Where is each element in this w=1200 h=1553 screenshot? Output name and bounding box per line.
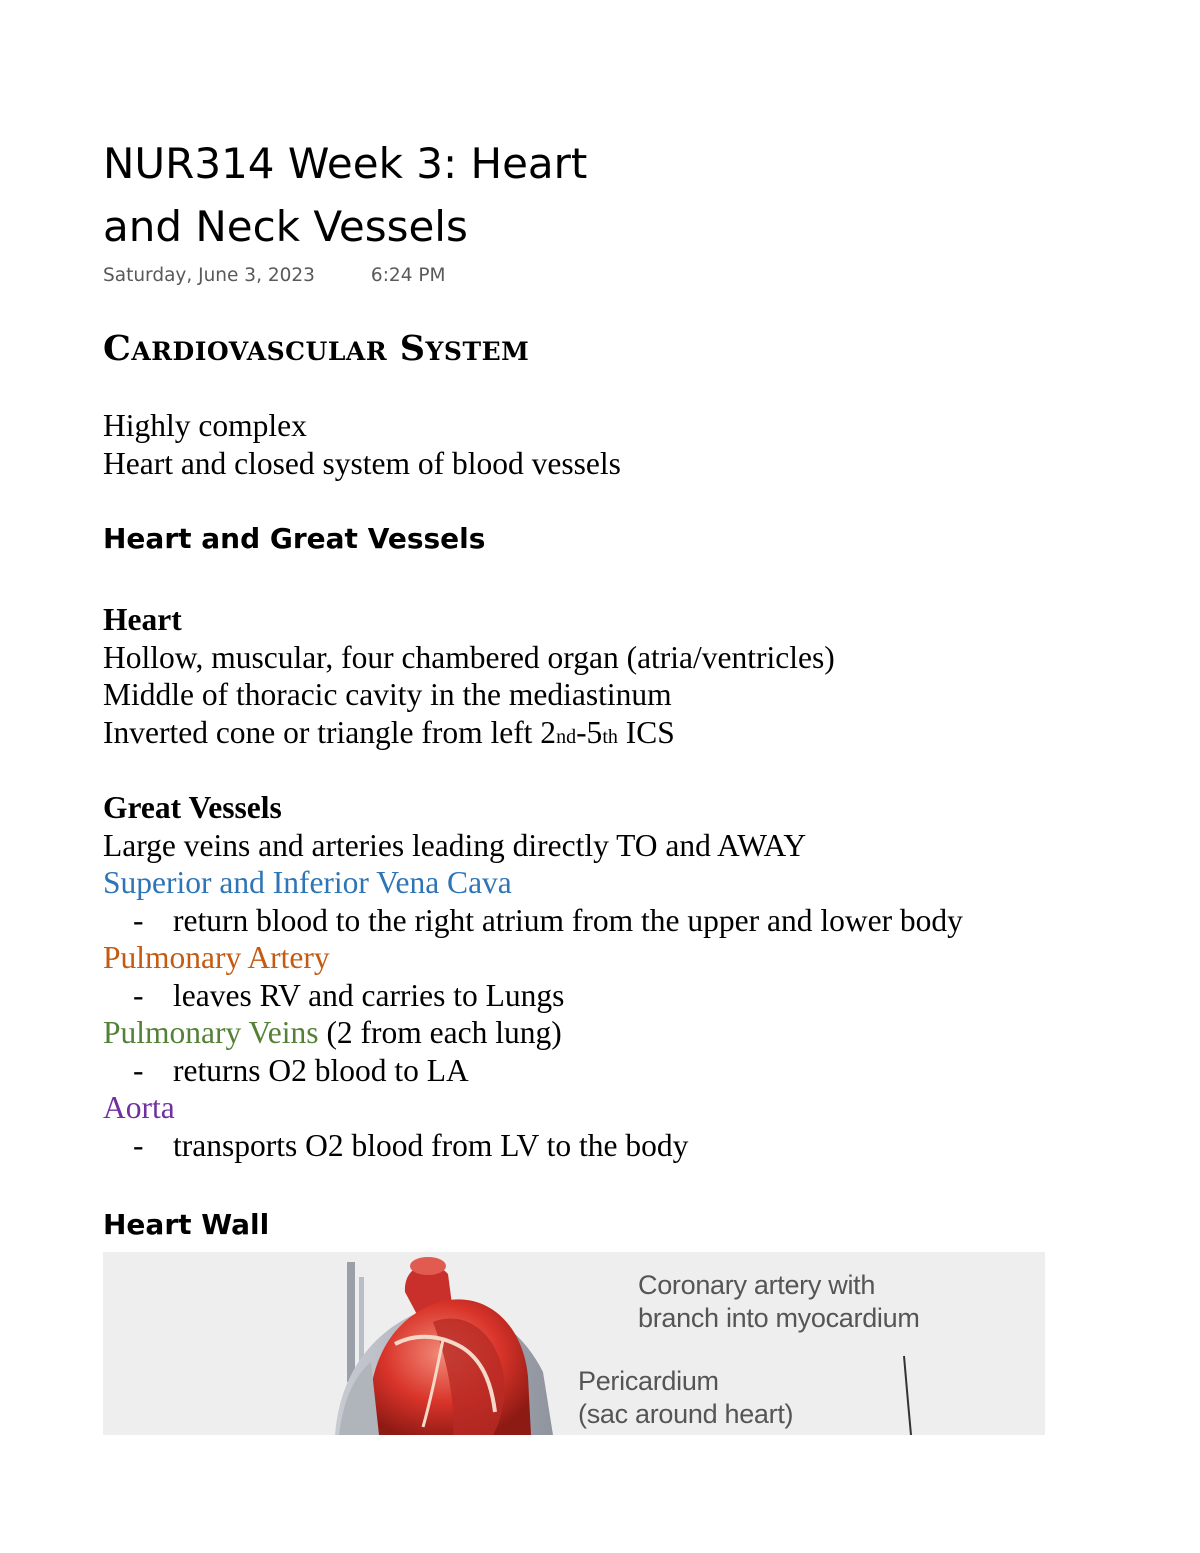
page-title [103, 132, 587, 258]
heart-position-line [103, 714, 835, 752]
vessel-desc [103, 902, 963, 940]
label-line: Pericardium [578, 1366, 719, 1396]
vessel-name-pulmonary-veins [103, 1014, 963, 1052]
vessel-desc-text: return blood to the right atrium from the upper and lower body [173, 902, 963, 938]
vessel-desc-text: leaves RV and carries to Lungs [173, 977, 565, 1013]
vessel-desc-text: transports O2 blood from LV to the body [173, 1127, 689, 1163]
heart-line: Middle of thoracic cavity in the mediastinum [103, 677, 672, 712]
label-line: Coronary artery with [638, 1270, 876, 1300]
vessel-note: (2 from each lung) [318, 1015, 562, 1050]
vessel-shape [347, 1262, 355, 1382]
vessel-name: Pulmonary Artery [103, 940, 330, 975]
vessel-desc-text: returns O2 blood to LA [173, 1052, 469, 1088]
vessel-name-aorta [103, 1089, 963, 1127]
page-title-line-2: and Neck Vessels [103, 202, 468, 251]
bullet-dash: - [133, 1127, 144, 1163]
page-time: 6:24 PM [370, 265, 446, 286]
heart-label: Heart [103, 602, 182, 637]
section-heading: Cardiovascular System [103, 328, 530, 369]
great-vessels-intro: Large veins and arteries leading directly TO and AWAY [103, 827, 807, 863]
bullet-dash: - [133, 902, 144, 938]
vessel-name: Pulmonary Veins [103, 1015, 319, 1050]
great-vessels-label: Great Vessels [103, 790, 282, 825]
pericardium-label [578, 1365, 793, 1431]
intro-line: Heart and closed system of blood vessels [103, 445, 621, 481]
ics-ordinal-2: th [602, 725, 618, 748]
label-line: (sac around heart) [578, 1399, 794, 1429]
pointer-line [904, 1356, 911, 1435]
heart-block [103, 601, 835, 751]
heart-wall-heading: Heart Wall [103, 1208, 270, 1241]
vessel-name-vena-cava [103, 864, 963, 902]
great-vessels-block [103, 789, 963, 1164]
section-intro [103, 407, 621, 482]
ics-ordinal-1: nd [556, 725, 577, 748]
vessel-name-pulmonary-artery [103, 939, 963, 977]
bullet-dash: - [133, 977, 144, 1013]
ics-mid: -5 [576, 714, 603, 750]
heart-line: Hollow, muscular, four chambered organ (atria/ventricles) [103, 639, 835, 675]
vessel-desc [103, 1052, 963, 1090]
page-title-line-1: NUR314 Week 3: Heart [103, 139, 588, 188]
intro-line: Highly complex [103, 408, 307, 443]
heart-wall-figure [103, 1252, 1045, 1435]
vessel-name: Superior and Inferior Vena Cava [103, 865, 512, 900]
ics-prefix: Inverted cone or triangle from left 2 [103, 714, 557, 750]
page-date: Saturday, June 3, 2023 [103, 265, 315, 286]
subsection-heading: Heart and Great Vessels [103, 522, 486, 555]
vessel-desc [103, 1127, 963, 1165]
ics-suffix: ICS [617, 714, 675, 750]
vessel-desc [103, 977, 963, 1015]
label-line: branch into myocardium [638, 1303, 920, 1333]
coronary-artery-label [638, 1269, 920, 1335]
bullet-dash: - [133, 1052, 144, 1088]
aorta-opening [410, 1257, 446, 1275]
page-timestamp [103, 265, 445, 286]
vessel-name: Aorta [103, 1090, 175, 1125]
